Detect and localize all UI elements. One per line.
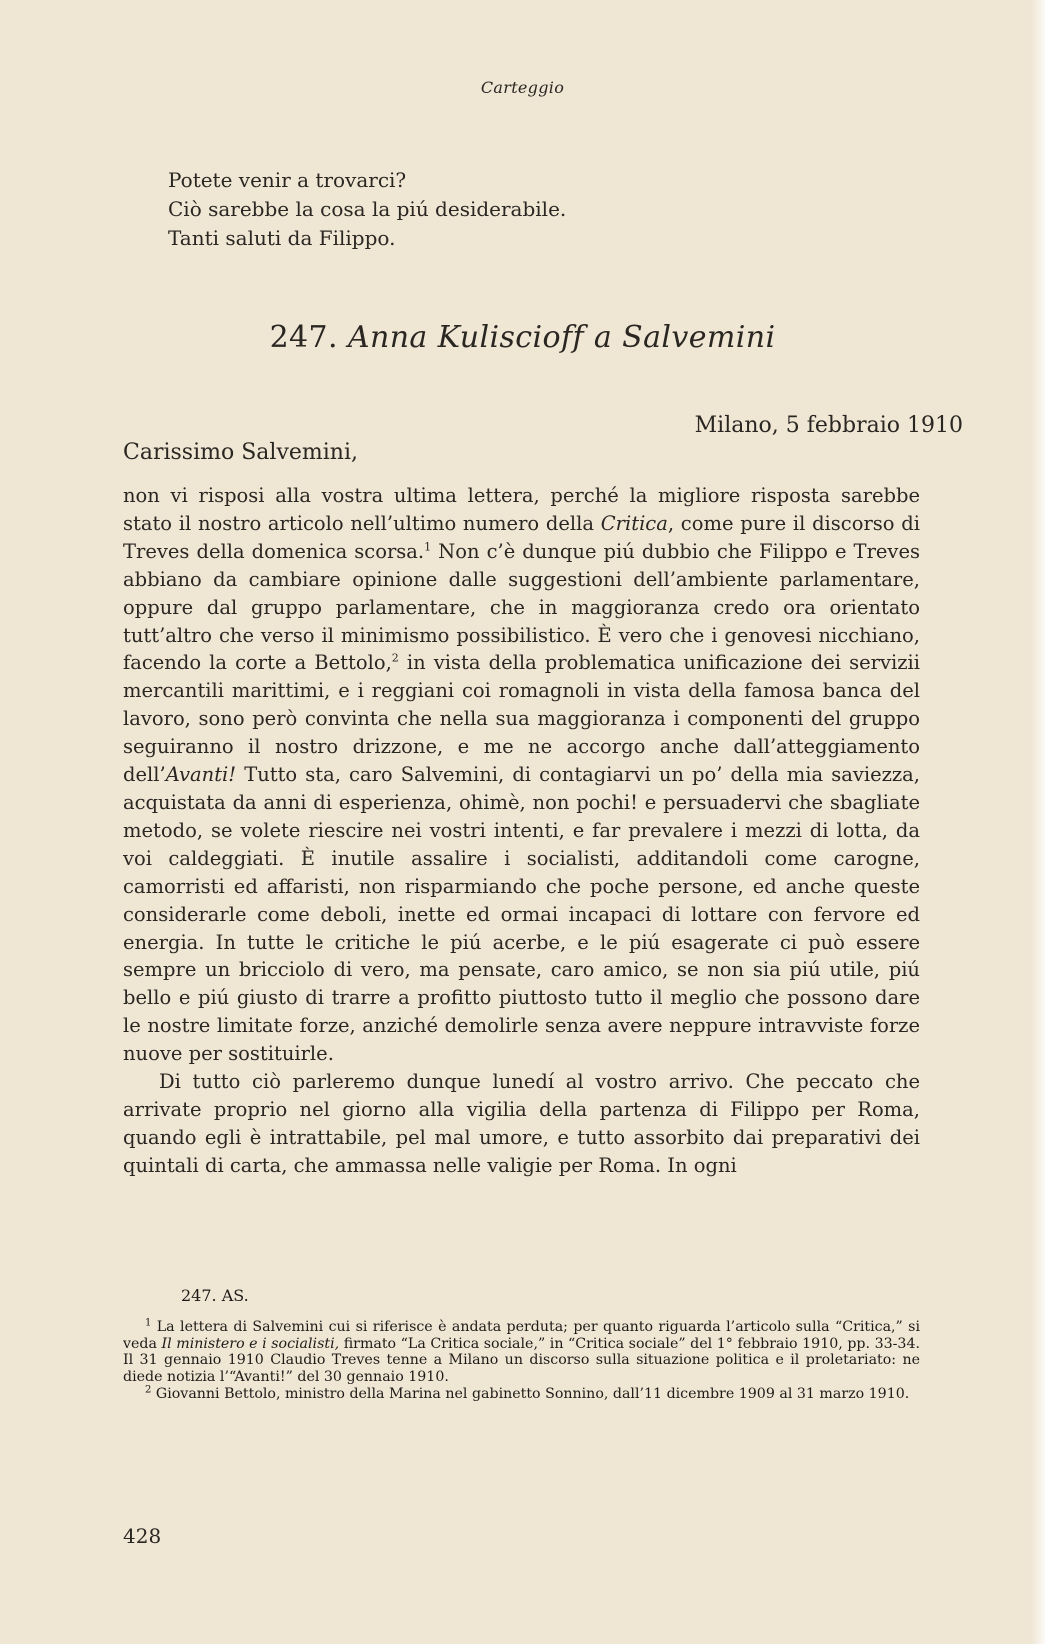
closing-line: Potete venir a trovarci?: [168, 168, 407, 192]
footnote-1: [123, 1319, 920, 1386]
letter-recipient: Salvemini: [622, 320, 776, 355]
body-text-run: , come pure il discorso di Treves della domenica scorsa.: [123, 511, 920, 563]
source-note: 247. AS.: [181, 1286, 249, 1305]
footnote-mark: 2: [145, 1384, 152, 1396]
body-text-run: non vi risposi alla vostra ultima lettera, perché la migliore risposta sarebbe stato il nostro articolo nell’ultimo numero della: [123, 484, 920, 535]
previous-letter-closing: [168, 166, 868, 253]
body-text-run: in vista della problematica unificazione dei servizii mercantili marittimi, e i reggiani coi romagnoli in vista della famosa banca del lavoro, sono però convinta che nella sua maggioranza i componenti del gruppo seguiranno il nostro drizzone, e me ne accorgo anche dall’atteggiamento dell’: [123, 651, 921, 787]
newspaper-title-avanti: Avanti!: [165, 763, 237, 787]
body-paragraph: [123, 482, 920, 1068]
footnote-text: La lettera di Salvemini cui si riferisce è andata perduta; per quanto riguarda l’articolo sulla “Critica,” si veda: [123, 1318, 920, 1352]
footnote-2: [123, 1386, 920, 1403]
letter-connector: a: [593, 320, 613, 355]
footnote-ref-1: 1: [424, 540, 432, 554]
closing-line: Tanti saluti da Filippo.: [168, 226, 396, 250]
letter-number: 247.: [269, 320, 338, 355]
body-text-run: Non c’è dunque piú dubbio che Filippo e Treves abbiano da cambiare opinione dalle suggestioni dell’ambiente parlamentare, oppure dal gruppo parlamentare, che in maggioranza credo ora orientato tutt’altro che verso il minimismo possibilistico. È vero che i genovesi nicchiano, facendo la corte a Bettolo,: [123, 539, 920, 675]
footnote-mark: 1: [145, 1317, 152, 1329]
salutation: Carissimo Salvemini,: [123, 440, 358, 465]
dateline: Milano, 5 febbraio 1910: [694, 413, 963, 438]
journal-title-critica: Critica: [600, 511, 668, 535]
body-text-run: Tutto sta, caro Salvemini, di contagiarvi un po’ della mia saviezza, acquistata da anni di esperienza, ohimè, non pochi! e persuadervi che sbagliate metodo, se volete riescire nei vostri intenti, e far prevalere i mezzi di lotta, da voi caldeggiati. È inutile assalire i socialisti, additandoli come carogne, camorristi ed affaristi, non risparmiando che poche persone, ed anche queste considerarle come deboli, inette ed ormai incapaci di lottare con fervore ed energia. In tutte le critiche le piú acerbe, e le piú esagerate ci può essere sempre un bricciolo di vero, ma pensate, caro amico, se non sia piú utile, piú bello e piú giusto di trarre a profitto piuttosto tutto il meglio che possono dare le nostre limitate forze, anziché demolirle senza avere neppure intravviste forze nuove per sostituirle.: [123, 763, 920, 1066]
letter-body: [123, 482, 920, 1180]
body-paragraph: Di tutto ciò parleremo dunque lunedí al vostro arrivo. Che peccato che arrivate proprio nel giorno alla vigilia della partenza di Filippo per Roma, quando egli è intrattabile, pel mal umore, e tutto assorbito dai preparativi dei quintali di carta, che ammassa nelle valigie per Roma. In ogni: [123, 1070, 920, 1177]
footnote-ref-2: 2: [391, 651, 399, 665]
page-number: 428: [123, 1524, 162, 1548]
footnote-article-title: Il ministero e i socialisti,: [161, 1335, 340, 1352]
footnote-text: firmato “La Critica sociale,” in “Critica sociale” del 1° febbraio 1910, pp. 33-34. Il 31 gennaio 1910 Claudio Treves tenne a Milano un discorso sulla situazione politica e il proletariato: ne diede notizia l’“Avanti!” del 30 gennaio 1910.: [123, 1335, 920, 1386]
letter-author: Anna Kuliscioff: [347, 320, 584, 355]
letter-heading: [0, 320, 1045, 355]
running-head: Carteggio: [480, 78, 565, 97]
footnotes: [123, 1288, 920, 1403]
closing-line: Ciò sarebbe la cosa la piú desiderabile.: [168, 197, 567, 221]
footnote-text: Giovanni Bettolo, ministro della Marina nel gabinetto Sonnino, dall’11 dicembre 1909 al 31 marzo 1910.: [155, 1385, 910, 1402]
